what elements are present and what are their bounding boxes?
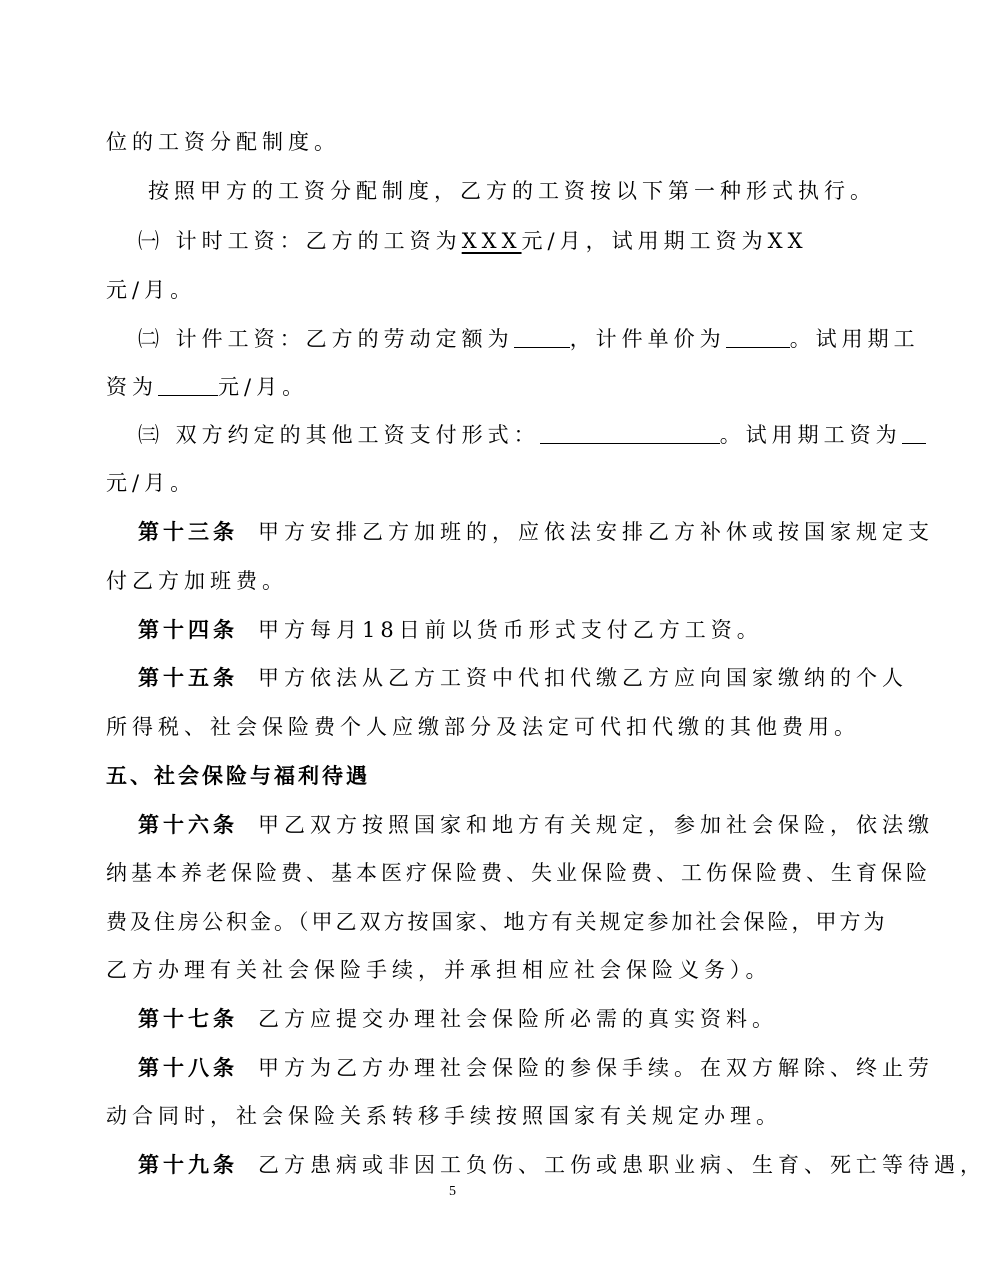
text-line: 付乙方加班费。 [106, 569, 288, 593]
article-text: 甲方为乙方办理社会保险的参保手续。在双方解除、终止劳 [258, 1056, 934, 1080]
text-line: 元/月。 [106, 278, 197, 302]
article-title: 第十五条 [138, 665, 238, 690]
text-line: 元/月。 [106, 471, 197, 495]
text-segment: 资为 [106, 375, 158, 399]
text-segment: 元/月，试用期工资为XX [521, 229, 808, 253]
article-17 [138, 1004, 778, 1034]
text-segment: 元/月。 [218, 375, 309, 399]
article-title: 第十四条 [138, 617, 238, 642]
text-segment: ㈠ 计时工资：乙方的工资为 [138, 229, 462, 253]
underlined-amount: XXX [461, 229, 522, 253]
article-title: 第十六条 [138, 812, 238, 837]
blank-field [540, 421, 720, 444]
article-19 [138, 1150, 986, 1180]
article-title: 第十七条 [138, 1006, 238, 1031]
article-title: 第十九条 [138, 1152, 238, 1177]
article-text: 乙方应提交办理社会保险所必需的真实资料。 [258, 1007, 778, 1031]
blank-field [726, 325, 790, 348]
text-line [138, 420, 926, 450]
article-text: 乙方患病或非因工负伤、工伤或患职业病、生育、死亡等待遇， [258, 1153, 986, 1177]
article-title: 第十三条 [138, 519, 238, 544]
article-16 [138, 810, 934, 840]
text-line: 所得税、社会保险费个人应缴部分及法定可代扣代缴的其他费用。 [106, 715, 860, 739]
text-line: 按照甲方的工资分配制度，乙方的工资按以下第一种形式执行。 [148, 179, 876, 203]
text-line [106, 372, 308, 402]
text-line: 纳基本养老保险费、基本医疗保险费、失业保险费、工伤保险费、生育保险 [106, 861, 931, 885]
article-14 [138, 615, 763, 645]
text-segment: 。试用期工 [789, 327, 920, 351]
blank-field [902, 421, 926, 444]
text-segment: ㈡ 计件工资：乙方的劳动定额为 [138, 327, 514, 351]
text-line: 费及住房公积金。（甲乙双方按国家、地方有关规定参加社会保险，甲方为 [106, 910, 888, 934]
article-13 [138, 517, 934, 547]
section-heading: 五、社会保险与福利待遇 [106, 763, 370, 788]
text-segment: ㈢ 双方约定的其他工资支付形式： [138, 423, 540, 447]
article-title: 第十八条 [138, 1055, 238, 1080]
page-number: 5 [449, 1184, 456, 1199]
blank-field [514, 325, 570, 348]
article-18 [138, 1053, 934, 1083]
text-line [138, 226, 808, 256]
article-text: 甲方安排乙方加班的，应依法安排乙方补休或按国家规定支 [258, 520, 934, 544]
text-line: 动合同时，社会保险关系转移手续按照国家有关规定办理。 [106, 1104, 782, 1128]
text-line [138, 324, 920, 354]
article-text: 甲方依法从乙方工资中代扣代缴乙方应向国家缴纳的个人 [258, 666, 908, 690]
text-line: 位的工资分配制度。 [106, 130, 340, 154]
text-line: 乙方办理有关社会保险手续，并承担相应社会保险义务）。 [106, 958, 772, 982]
article-text: 甲乙双方按照国家和地方有关规定，参加社会保险，依法缴 [258, 813, 934, 837]
text-segment: ，计件单价为 [569, 327, 726, 351]
text-segment: 。试用期工资为 [719, 423, 902, 447]
article-15 [138, 663, 908, 693]
article-text: 甲方每月18日前以货币形式支付乙方工资。 [258, 618, 763, 642]
blank-field [158, 373, 218, 396]
